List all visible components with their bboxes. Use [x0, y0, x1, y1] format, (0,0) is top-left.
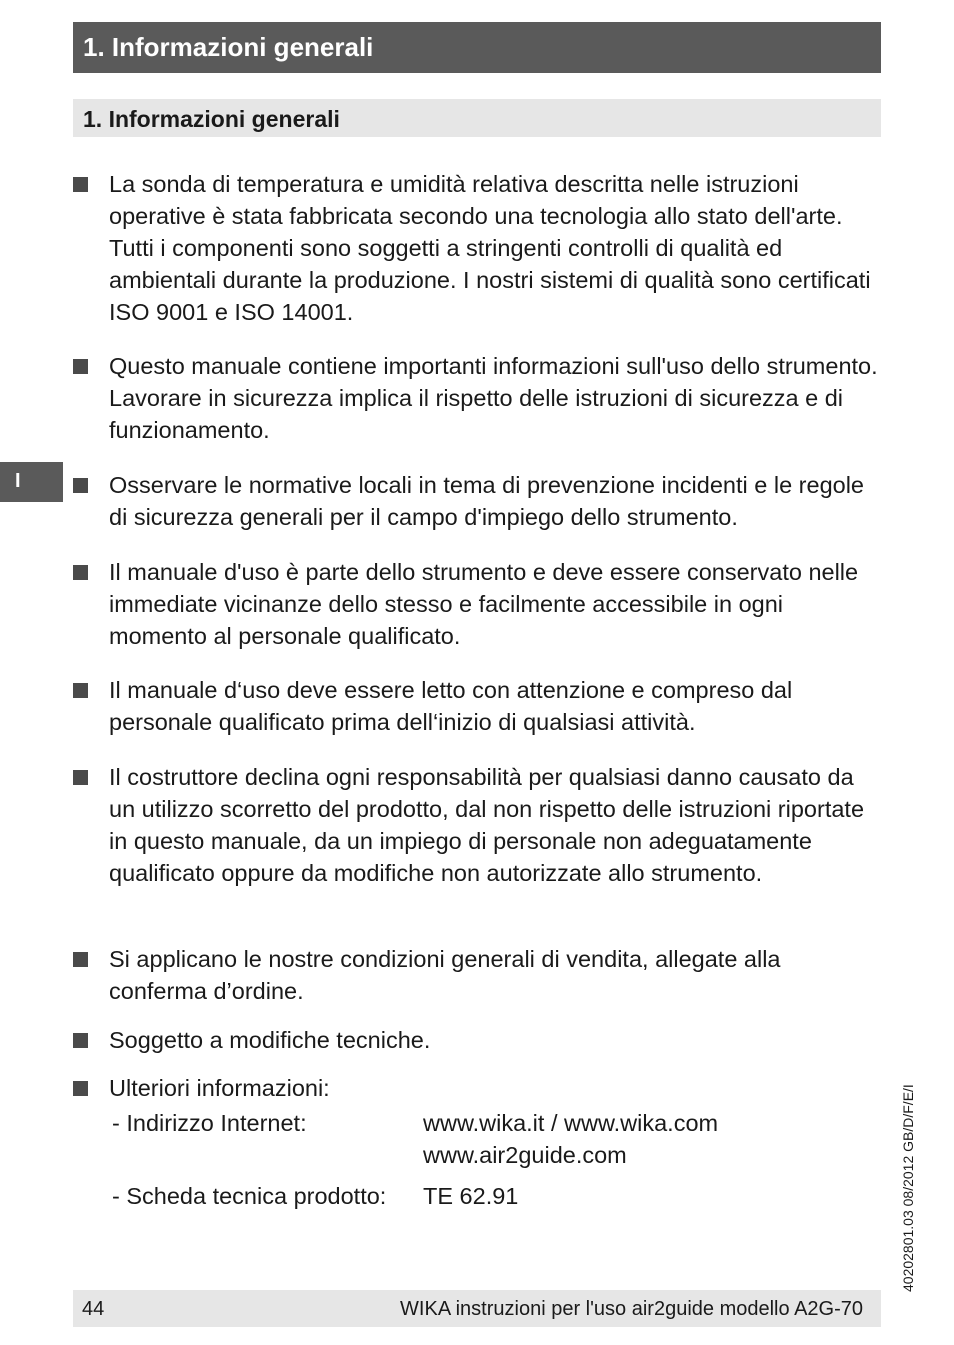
list-item: [73, 168, 881, 328]
section-title: 1. Informazioni generali: [83, 106, 340, 132]
list-item: [73, 469, 881, 533]
list-item: [73, 943, 881, 1007]
section-header: [73, 99, 881, 137]
bullet-square-icon: [73, 1033, 88, 1048]
bullet-square-icon: [73, 1081, 88, 1096]
bullet-square-icon: [73, 478, 88, 493]
chapter-title: 1. Informazioni generali: [83, 32, 374, 62]
language-tab-label: I: [15, 470, 21, 492]
bullet-square-icon: [73, 177, 88, 192]
list-item-text: Il costruttore declina ogni responsabilità per qualsiasi danno causato da un utilizzo scorretto del prodotto, dal non rispetto delle istruzioni riportate in questo manuale, da un impiego di personale non adeguatamente qualificato oppure da modifiche non autorizzate allo strumento.: [109, 764, 865, 886]
bullet-square-icon: [73, 770, 88, 785]
list-item-text: Ulteriori informazioni:: [109, 1075, 330, 1101]
list-item: [73, 674, 881, 738]
bullet-square-icon: [73, 359, 88, 374]
chapter-header: [73, 22, 881, 73]
datasheet-label: - Scheda tecnica prodotto:: [112, 1183, 387, 1209]
bullet-square-icon: [73, 565, 88, 580]
page-footer: [73, 1290, 881, 1327]
list-item-text: Questo manuale contiene importanti informazioni sull'uso dello strumento. Lavorare in sicurezza implica il rispetto delle istruzioni di sicurezza e di funzionamento.: [109, 353, 878, 443]
list-item-text: Soggetto a modifiche tecniche.: [109, 1027, 431, 1053]
list-item: [73, 1072, 881, 1104]
list-item-text: Si applicano le nostre condizioni generali di vendita, allegate alla conferma d’ordine.: [109, 946, 781, 1004]
list-item-text: Il manuale d'uso è parte dello strumento e deve essere conservato nelle immediate vicinanze dello stesso e facilmente accessibile in ogni momento al personale qualificato.: [109, 559, 859, 649]
language-tab: [0, 462, 63, 502]
footer-title: WIKA instruzioni per l'uso air2guide modello A2G-70: [400, 1298, 863, 1320]
page-number: 44: [82, 1298, 105, 1320]
bullet-square-icon: [73, 683, 88, 698]
list-item: [73, 350, 881, 446]
list-item: [73, 761, 881, 889]
list-item-text: Il manuale d‘uso deve essere letto con attenzione e compreso dal personale qualificato prima dell‘inizio di qualsiasi attività.: [109, 677, 793, 735]
internet-value: www.wika.it / www.wika.com: [423, 1110, 719, 1136]
document-code: 40202801.03 08/2012 GB/D/F/E/I: [900, 1084, 916, 1292]
internet-value-secondary: www.air2guide.com: [423, 1142, 627, 1168]
datasheet-value: TE 62.91: [423, 1183, 519, 1209]
list-item: [73, 556, 881, 652]
list-item: [73, 1024, 881, 1056]
bullet-square-icon: [73, 952, 88, 967]
list-item-text: La sonda di temperatura e umidità relativa descritta nelle istruzioni operative è stata fabbricata secondo una tecnologia allo stato dell'arte. Tutti i componenti sono soggetti a stringenti controlli di qualità ed ambientali durante la produzione. I nostri sistemi di qualità sono certificati ISO 9001 e ISO 14001.: [109, 171, 871, 325]
internet-label: - Indirizzo Internet:: [112, 1110, 307, 1136]
list-item-text: Osservare le normative locali in tema di prevenzione incidenti e le regole di sicurezza generali per il campo d'impiego dello strumento.: [109, 472, 864, 530]
